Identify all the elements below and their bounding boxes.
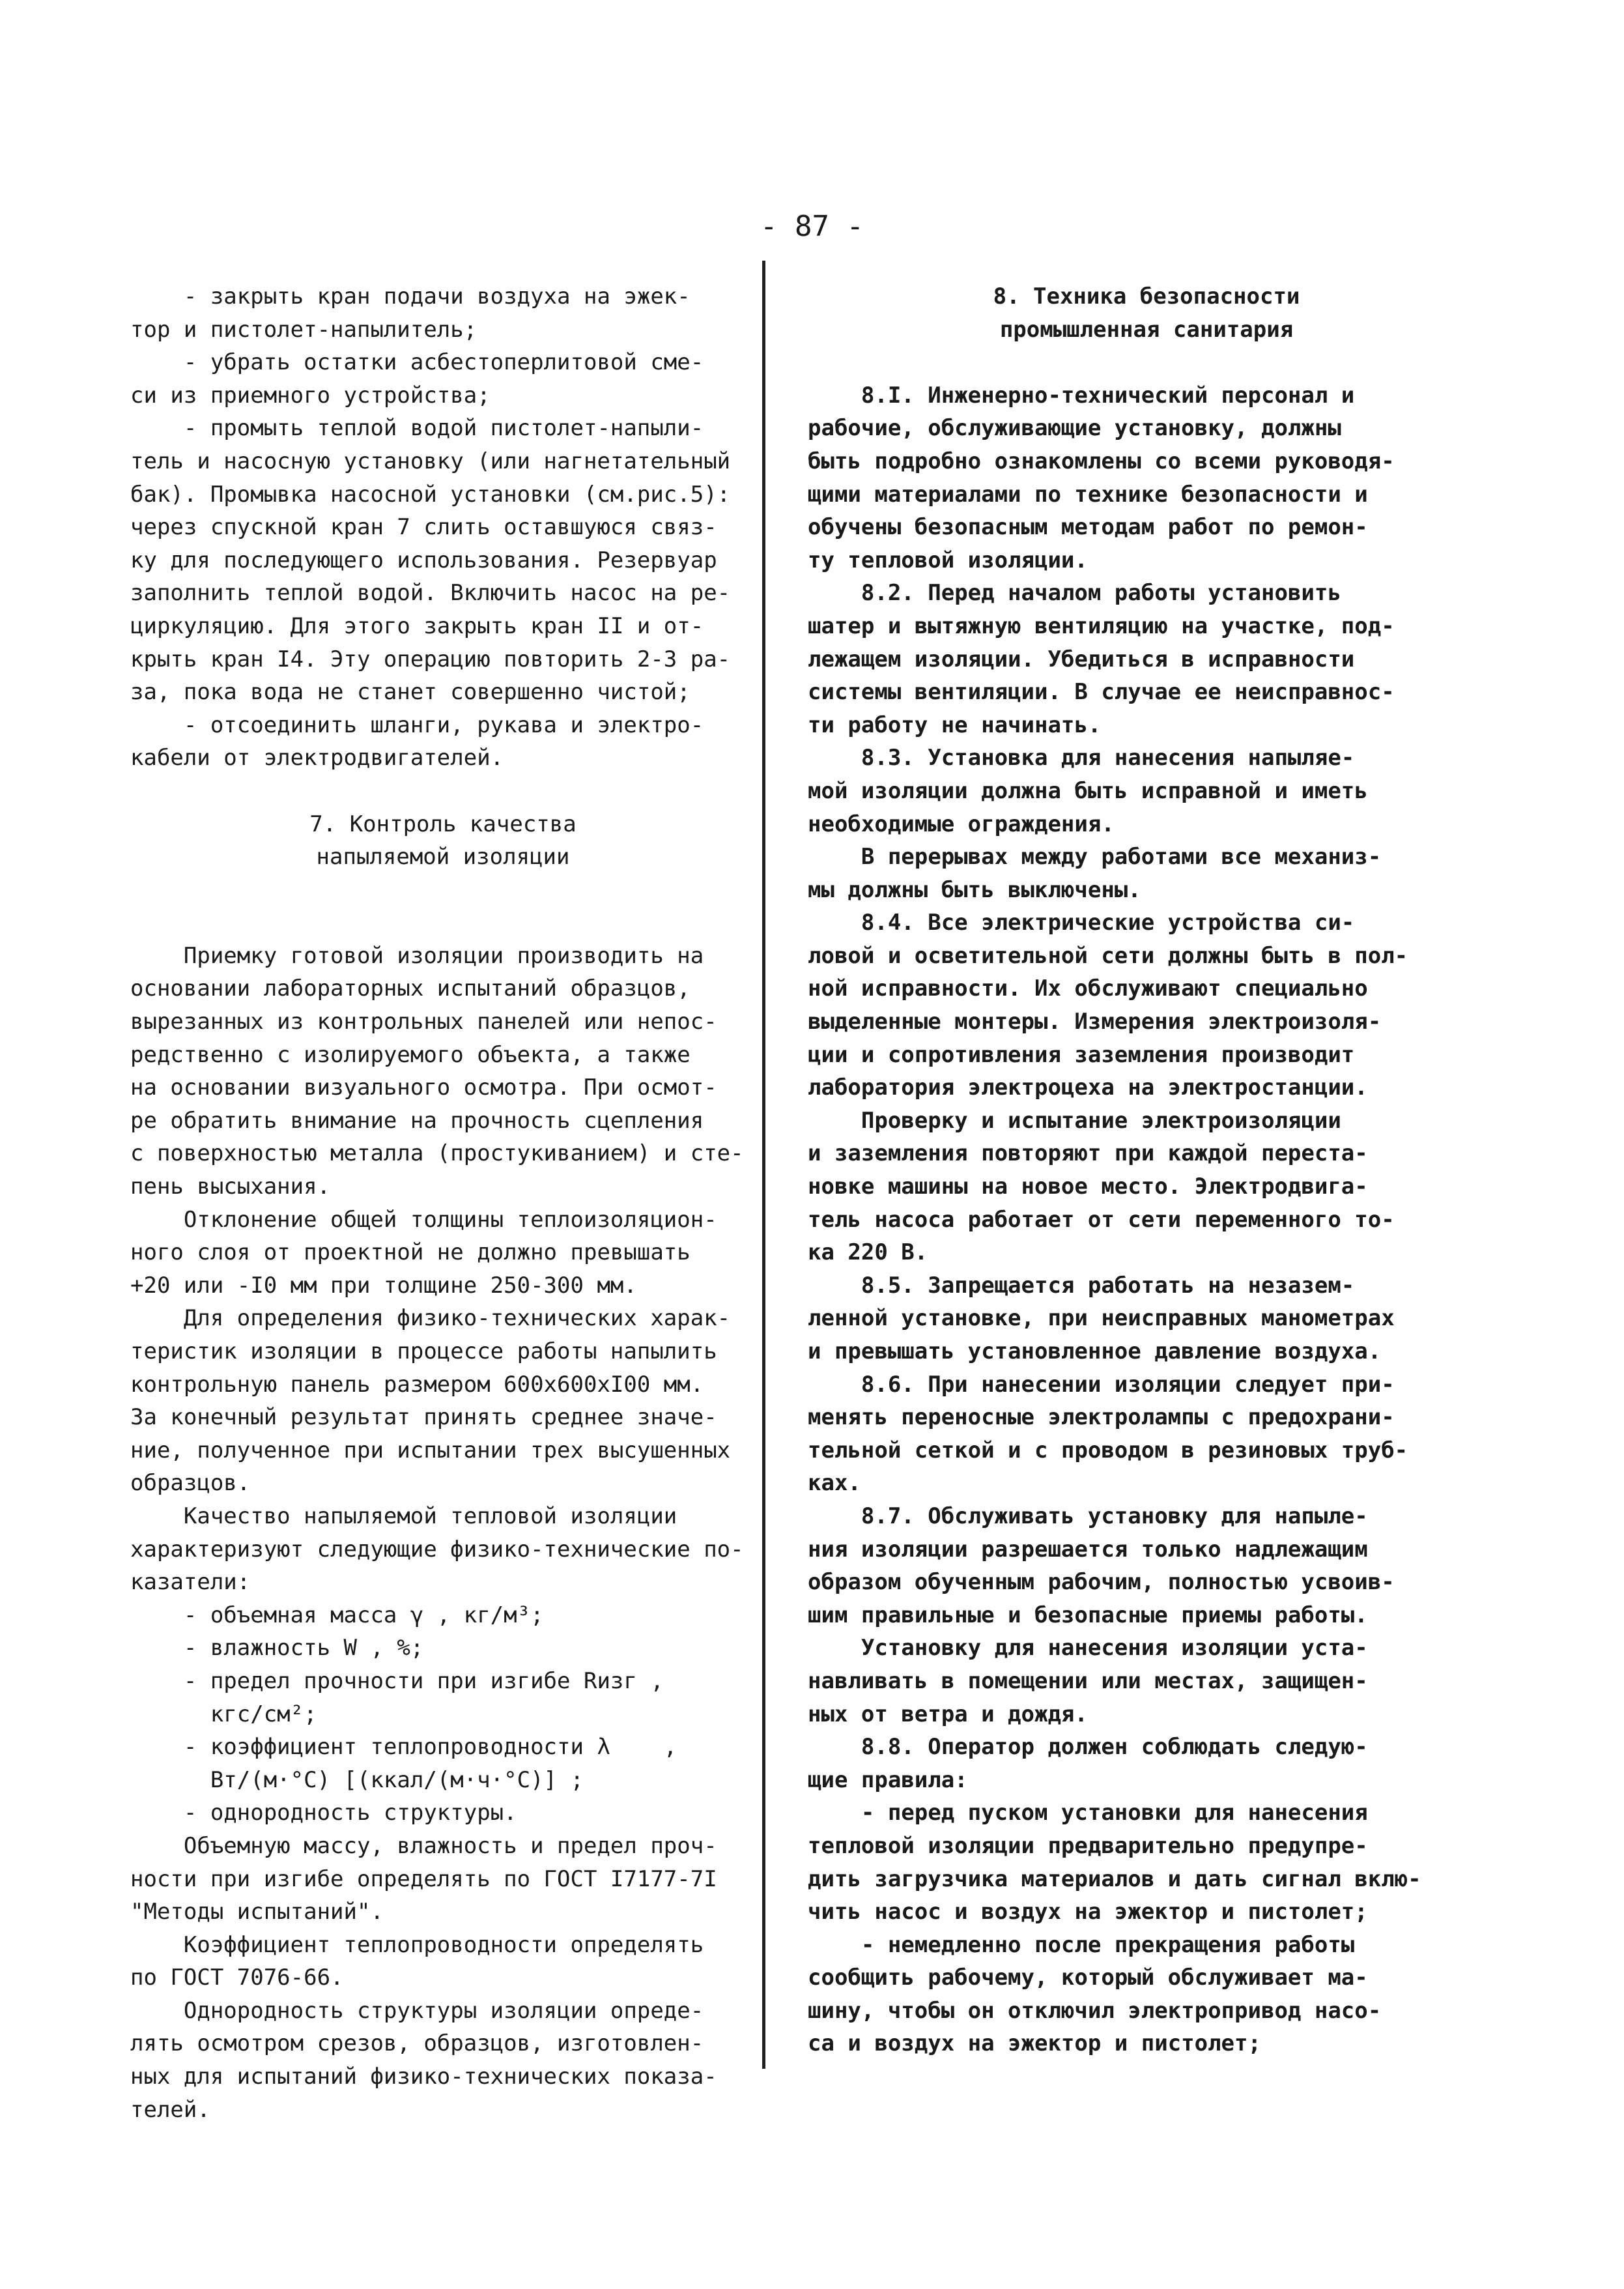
- text-line: Вт/(м·°C) [(ккал/(м·ч·°C)] ;: [130, 1766, 584, 1793]
- text-line: рабочие, обслуживающие установку, должны: [808, 415, 1341, 442]
- text-line: ленной установке, при неисправных манометрах: [808, 1305, 1395, 1332]
- text-line: ках.: [808, 1470, 861, 1497]
- text-line: мой изоляции должна быть исправной и иметь: [808, 777, 1368, 804]
- text-line: - закрыть кран подачи воздуха на эжек-: [130, 283, 691, 310]
- text-line: 8.5. Запрещается работать на незазем-: [808, 1272, 1355, 1299]
- text-line: Объемную массу, влажность и предел проч-: [130, 1832, 717, 1859]
- text-line: навливать в помещении или местах, защищен-: [808, 1667, 1368, 1694]
- text-line: 8.4. Все электрические устройства си-: [808, 910, 1355, 936]
- text-line: В перерывах между работами все механиз-: [808, 844, 1382, 871]
- text-line: ного слоя от проектной не должно превышать: [130, 1239, 691, 1266]
- text-line: редственно с изолируемого объекта, а также: [130, 1041, 691, 1068]
- text-line: через спускной кран 7 слить оставшуюся связ-: [130, 514, 717, 541]
- text-line: - немедленно после прекращения работы: [808, 1931, 1355, 1958]
- left-column: [130, 280, 756, 2126]
- text-line: тор и пистолет-напылитель;: [130, 316, 477, 343]
- text-line: лаборатория электроцеха на электростанции.: [808, 1074, 1368, 1101]
- text-line: - предел прочности при изгибе Rизг ,: [130, 1667, 664, 1694]
- text-line: Проверку и испытание электроизоляции: [808, 1107, 1341, 1134]
- text-line: дить загрузчика материалов и дать сигнал вклю-: [808, 1865, 1421, 1892]
- text-line: тель и насосную установку (или нагнетательный: [130, 448, 731, 474]
- text-line: на основании визуального осмотра. При осмот-: [130, 1074, 717, 1101]
- text-line: ных для испытаний физико-технических показа-: [130, 2064, 717, 2090]
- text-line: [808, 346, 1485, 379]
- text-line: новке машины на новое место. Электродвига-: [808, 1173, 1368, 1200]
- text-line: мы должны быть выключены.: [808, 876, 1141, 903]
- text-line: теристик изоляции в процессе работы напылить: [130, 1338, 717, 1364]
- text-line: шим правильные и безопасные приемы работы.: [808, 1602, 1368, 1628]
- text-line: за, пока вода не станет совершенно чистой;: [130, 679, 691, 706]
- section-heading-line: промышленная санитария: [999, 316, 1294, 343]
- text-line: менять переносные электролампы с предохрани-: [808, 1404, 1395, 1431]
- text-line: системы вентиляции. В случае ее неисправнос-: [808, 679, 1395, 706]
- text-line: лежащем изоляции. Убедиться в исправности: [808, 646, 1355, 672]
- text-line: заполнить теплой водой. Включить насос на ре-: [130, 580, 731, 607]
- text-line: сообщить рабочему, который обслуживает ма-: [808, 1965, 1368, 1991]
- text-line: щими материалами по технике безопасности и: [808, 481, 1368, 508]
- text-line: - однородность структуры.: [130, 1800, 517, 1826]
- text-line: ности при изгибе определять по ГОСТ I7177-7I: [130, 1865, 717, 1892]
- text-line: и превышать установленное давление воздуха.: [808, 1338, 1382, 1364]
- text-line: бак). Промывка насосной установки (см.рис.5):: [130, 481, 731, 508]
- text-line: ции и сопротивления заземления производит: [808, 1041, 1355, 1068]
- text-line: образом обученным рабочим, полностью усвоив-: [808, 1569, 1395, 1596]
- text-line: шину, чтобы он отключил электропривод насо-: [808, 1997, 1382, 2024]
- text-line: - перед пуском установки для нанесения: [808, 1800, 1368, 1826]
- page-number: - 87 -: [760, 210, 864, 243]
- text-line: 8.I. Инженерно-технический персонал и: [808, 382, 1355, 409]
- text-line: 8.6. При нанесении изоляции следует при-: [808, 1371, 1395, 1398]
- text-line: ние, полученное при испытании трех высушенных: [130, 1437, 731, 1463]
- text-line: по ГОСТ 7076-66.: [130, 1965, 344, 1991]
- text-line: ка 220 В.: [808, 1239, 928, 1266]
- text-line: ти работу не начинать.: [808, 712, 1102, 738]
- text-line: щие правила:: [808, 1766, 968, 1793]
- text-line: [130, 906, 756, 940]
- text-line: тепловой изоляции предварительно предупре-: [808, 1832, 1368, 1859]
- text-line: ния изоляции разрешается только надлежащим: [808, 1536, 1368, 1562]
- right-column: [808, 280, 1485, 2060]
- text-line: - коэффициент теплопроводности λ ,: [130, 1734, 677, 1761]
- text-line: шатер и вытяжную вентиляцию на участке, под-: [808, 612, 1395, 639]
- text-line: и заземления повторяют при каждой переста-: [808, 1140, 1368, 1167]
- text-line: пень высыхания.: [130, 1173, 331, 1200]
- text-line: ку для последующего использования. Резервуар: [130, 547, 717, 573]
- text-line: - промыть теплой водой пистолет-напыли-: [130, 415, 704, 442]
- text-line: кабели от электродвигателей.: [130, 745, 504, 771]
- text-line: контрольную панель размером 600x600xI00 мм.: [130, 1371, 704, 1398]
- section-heading-line: напыляемой изоляции: [316, 844, 570, 871]
- text-line: 8.2. Перед началом работы установить: [808, 580, 1341, 607]
- text-line: +20 или -I0 мм при толщине 250-300 мм.: [130, 1272, 637, 1299]
- text-line: Для определения физико-технических харак-: [130, 1305, 731, 1332]
- text-line: - отсоединить шланги, рукава и электро-: [130, 712, 704, 738]
- text-line: циркуляцию. Для этого закрыть кран II и от-: [130, 612, 704, 639]
- text-line: необходимые ограждения.: [808, 811, 1115, 837]
- text-line: тельной сеткой и с проводом в резиновых труб-: [808, 1437, 1408, 1463]
- text-line: ре обратить внимание на прочность сцепления: [130, 1107, 704, 1134]
- text-line: обучены безопасным методам работ по ремон-: [808, 514, 1368, 541]
- text-line: Установку для нанесения изоляции уста-: [808, 1635, 1368, 1662]
- text-line: си из приемного устройства;: [130, 382, 491, 409]
- text-line: - влажность W , %;: [130, 1635, 424, 1662]
- section-heading-line: 8. Техника безопасности: [993, 283, 1300, 310]
- text-line: лять осмотром срезов, образцов, изготовлен-: [130, 2030, 704, 2057]
- text-line: Однородность структуры изоляции опреде-: [130, 1997, 704, 2024]
- text-line: 8.3. Установка для нанесения напыляе-: [808, 745, 1355, 771]
- text-line: чить насос и воздух на эжектор и пистолет;: [808, 1899, 1368, 1925]
- text-line: "Методы испытаний".: [130, 1899, 384, 1925]
- text-line: - убрать остатки асбестоперлитовой сме-: [130, 349, 704, 376]
- text-line: тель насоса работает от сети переменного то-: [808, 1206, 1395, 1233]
- text-line: Приемку готовой изоляции производить на: [130, 942, 704, 969]
- text-line: 8.8. Оператор должен соблюдать следую-: [808, 1734, 1368, 1761]
- text-line: образцов.: [130, 1470, 251, 1497]
- text-line: За конечный результат принять среднее значе-: [130, 1404, 717, 1431]
- text-line: быть подробно ознакомлены со всеми руководя-: [808, 448, 1395, 474]
- text-line: ной исправности. Их обслуживают специально: [808, 975, 1368, 1002]
- text-line: Отклонение общей толщины теплоизоляцион-: [130, 1206, 717, 1233]
- section-heading-line: 7. Контроль качества: [309, 811, 577, 837]
- text-line: крыть кран I4. Эту операцию повторить 2-3 ра-: [130, 646, 731, 672]
- text-line: са и воздух на эжектор и пистолет;: [808, 2030, 1261, 2057]
- text-line: казатели:: [130, 1569, 251, 1596]
- text-line: кгс/см²;: [130, 1701, 317, 1727]
- text-line: 8.7. Обслуживать установку для напыле-: [808, 1503, 1368, 1529]
- column-divider: [762, 261, 765, 2069]
- text-line: ту тепловой изоляции.: [808, 547, 1088, 573]
- text-line: выделенные монтеры. Измерения электроизоля-: [808, 1009, 1382, 1035]
- text-line: телей.: [130, 2096, 210, 2123]
- text-line: [130, 874, 756, 907]
- text-line: с поверхностью металла (простукиванием) и сте-: [130, 1140, 744, 1167]
- text-line: Коэффициент теплопроводности определять: [130, 1931, 704, 1958]
- text-line: ных от ветра и дождя.: [808, 1701, 1088, 1727]
- text-line: - объемная масса γ , кг/м³;: [130, 1602, 544, 1628]
- text-line: Качество напыляемой тепловой изоляции: [130, 1503, 677, 1529]
- text-line: характеризуют следующие физико-технические по-: [130, 1536, 744, 1562]
- text-line: ловой и осветительной сети должны быть в пол-: [808, 942, 1408, 969]
- text-line: основании лабораторных испытаний образцов,: [130, 975, 691, 1002]
- text-line: вырезанных из контрольных панелей или непос-: [130, 1009, 717, 1035]
- text-line: [130, 775, 756, 808]
